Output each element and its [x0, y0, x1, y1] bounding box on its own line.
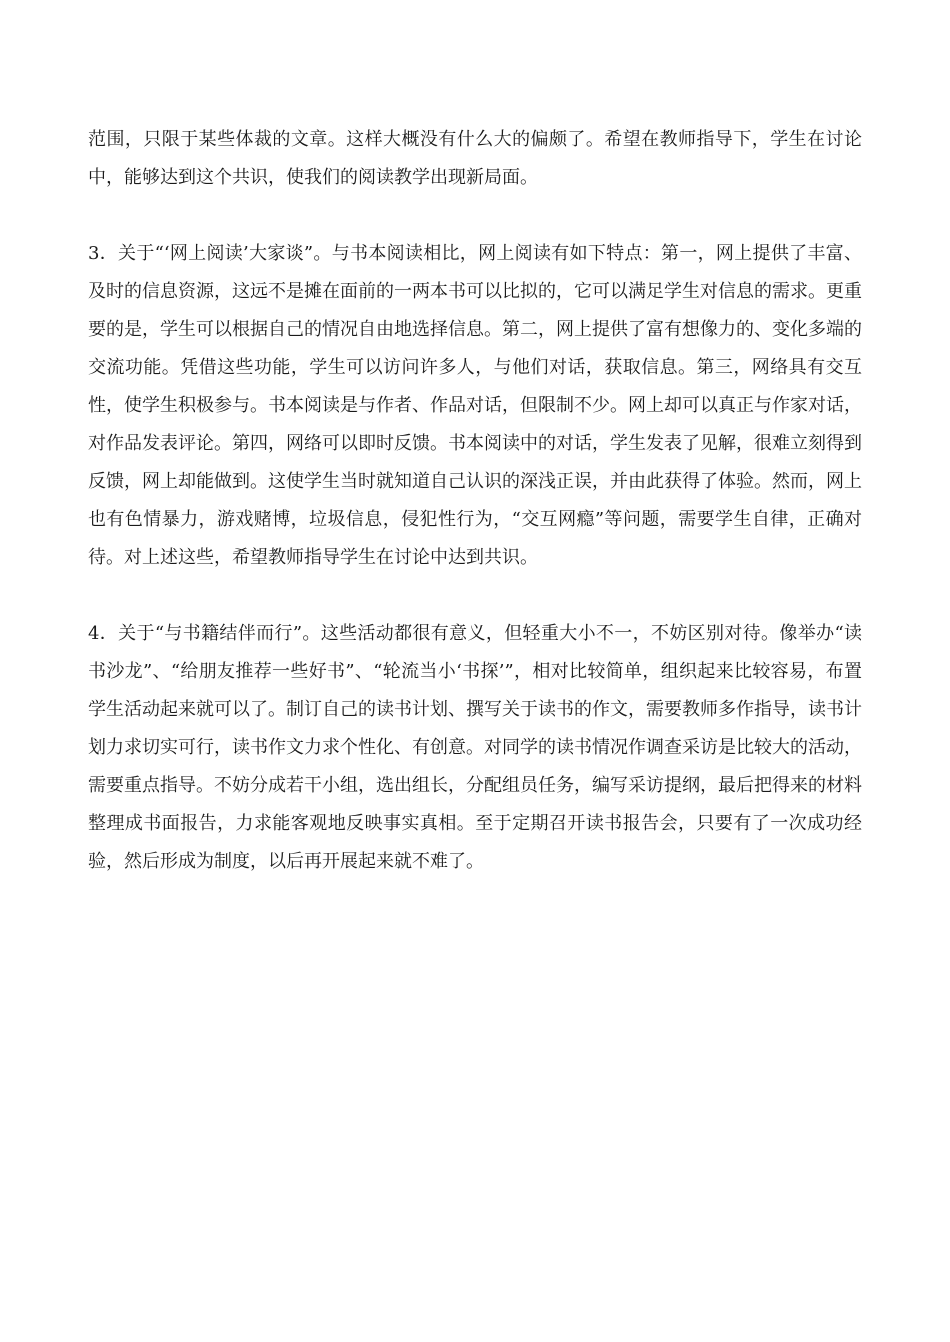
paragraph-continuation: 范围，只限于某些体裁的文章。这样大概没有什么大的偏颇了。希望在教师指导下，学生在讨论中，能够达到这个共识，使我们的阅读教学出现新局面。	[88, 129, 862, 188]
document-body	[88, 121, 862, 881]
paragraph-online-reading: 3．关于“‘网上阅读’大家谈”。与书本阅读相比，网上阅读有如下特点：第一，网上提供了丰富、及时的信息资源，这远不是摊在面前的一两本书可以比拟的，它可以满足学生对信息的需求。更重要的是，学生可以根据自己的情况自由地选择信息。第二，网上提供了富有想像力的、变化多端的交流功能。凭借这些功能，学生可以访问许多人，与他们对话，获取信息。第三，网络具有交互性，使学生积极参与。书本阅读是与作者、作品对话，但限制不少。网上却可以真正与作家对话，对作品发表评论。第四，网络可以即时反馈。书本阅读中的对话，学生发表了见解，很难立刻得到反馈，网上却能做到。这使学生当时就知道自己认识的深浅正误，并由此获得了体验。然而，网上也有色情暴力，游戏赌博，垃圾信息，侵犯性行为，“交互网瘾”等问题，需要学生自律，正确对待。对上述这些，希望教师指导学生在讨论中达到共识。	[88, 243, 862, 568]
paragraph-books-companion: 4．关于“与书籍结伴而行”。这些活动都很有意义，但轻重大小不一，不妨区别对待。像举办“读书沙龙”、“给朋友推荐一些好书”、“轮流当小‘书探’”，相对比较简单，组织起来比较容易，布置学生活动起来就可以了。制订自己的读书计划、撰写关于读书的作文，需要教师多作指导，读书计划力求切实可行，读书作文力求个性化、有创意。对同学的读书情况作调查采访是比较大的活动，需要重点指导。不妨分成若干小组，选出组长，分配组员任务，编写采访提纲，最后把得来的材料整理成书面报告，力求能客观地反映事实真相。至于定期召开读书报告会，只要有了一次成功经验，然后形成为制度，以后再开展起来就不难了。	[88, 623, 862, 872]
